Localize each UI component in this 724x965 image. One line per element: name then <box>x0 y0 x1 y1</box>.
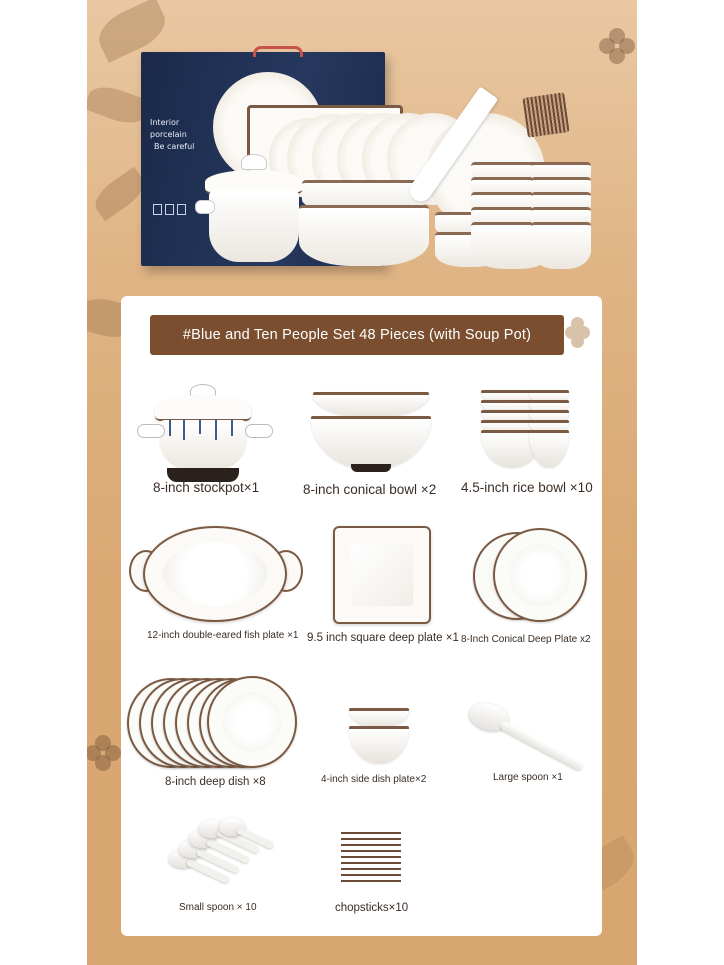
item-label: chopsticks×10 <box>335 902 409 914</box>
hero-stockpot <box>195 160 313 264</box>
item-square-plate <box>307 524 457 644</box>
product-page <box>87 0 637 965</box>
gift-box-text-line: porcelain <box>150 130 187 139</box>
item-small-spoon <box>161 814 291 924</box>
item-label: 8-inch conical bowl ×2 <box>303 482 437 497</box>
item-stockpot <box>133 384 283 494</box>
flower-decor-icon <box>565 317 589 355</box>
set-title-banner: #Blue and Ten People Set 48 Pieces (with Soup Pot) <box>150 315 564 355</box>
hero-conical-bowl <box>299 205 429 266</box>
item-rice-bowl <box>459 388 599 498</box>
gift-box-handle <box>253 46 303 57</box>
set-contents-card <box>121 296 602 936</box>
item-label: 4-inch side dish plate×2 <box>321 774 427 785</box>
gift-box-icons <box>153 202 189 220</box>
item-chopsticks <box>317 828 447 928</box>
item-label: 8-Inch Conical Deep Plate x2 <box>461 634 591 645</box>
gift-box-text-line: Be careful <box>154 142 195 151</box>
item-label: 8-inch stockpot×1 <box>153 480 260 495</box>
hero-rice-bowl <box>531 222 591 269</box>
item-label: Large spoon ×1 <box>493 772 563 783</box>
item-conical-bowl <box>301 388 451 498</box>
item-label: 4.5-inch rice bowl ×10 <box>461 480 593 495</box>
flower-decor-icon <box>87 735 121 771</box>
item-deep-dish <box>127 674 302 794</box>
item-label: 8-inch deep dish ×8 <box>165 776 266 788</box>
square-plate-icon <box>333 526 431 624</box>
item-conical-deep-plate <box>461 524 601 644</box>
gift-box-text <box>150 117 194 153</box>
flower-decor-icon <box>599 28 635 64</box>
item-large-spoon <box>461 696 601 796</box>
hero-chopsticks <box>522 92 569 137</box>
gift-box-text-line: Interior <box>150 118 180 127</box>
item-label: 9.5 inch square deep plate ×1 <box>307 632 459 644</box>
item-fish-plate <box>127 524 302 644</box>
item-label: 12-inch double-eared fish plate ×1 <box>147 630 299 641</box>
item-side-dish <box>307 706 457 796</box>
item-label: Small spoon × 10 <box>179 902 257 913</box>
